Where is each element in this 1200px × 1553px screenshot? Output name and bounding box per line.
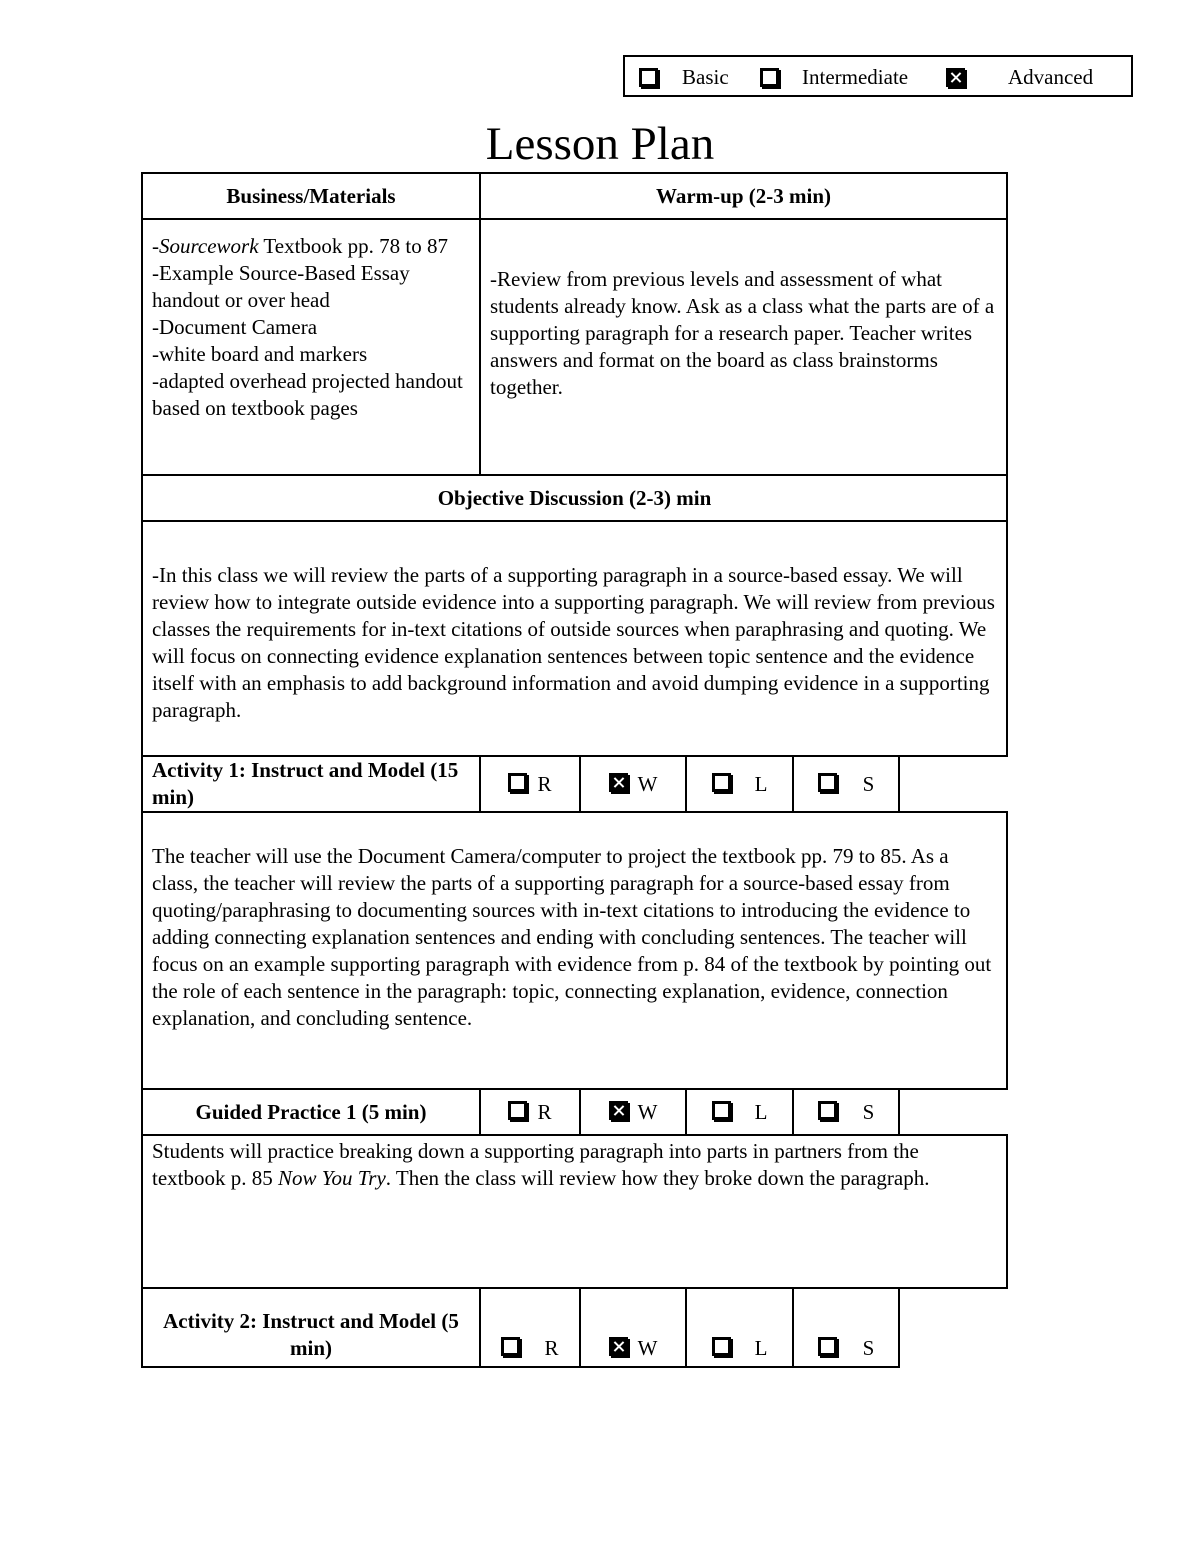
checkbox-icon[interactable] — [712, 773, 731, 792]
level-intermediate[interactable] — [760, 65, 908, 90]
checkbox-icon[interactable] — [818, 1101, 837, 1120]
checked-checkbox-icon[interactable] — [609, 773, 628, 792]
skill-speaking[interactable]: S — [793, 1288, 899, 1367]
skill-writing[interactable]: W — [580, 1089, 686, 1135]
material-item: -adapted overhead projected handout based on textbook pages — [152, 369, 463, 420]
level-label: Basic — [682, 65, 729, 89]
lesson-plan-table — [141, 172, 1008, 1368]
level-selector — [623, 55, 1133, 97]
material-item: -Sourcework Textbook pp. 78 to 87 — [152, 234, 449, 258]
activity1-text: The teacher will use the Document Camera/computer to project the textbook pp. 79 to 85. As a class, the teacher will review the parts of a supporting paragraph for a source-based essay from quoting/paraphrasing to documenting sources with in-text citations to introducing the evidence to adding connecting explanation sentences and ending with concluding sentences. The teacher will focus on an example supporting paragraph with evidence from p. 84 of the textbook by pointing out the role of each sentence in the paragraph: topic, connecting explanation, evidence, connection explanation, and concluding sentence. — [142, 812, 1007, 1089]
skill-listening[interactable]: L — [686, 1288, 793, 1367]
guided1-heading: Guided Practice 1 (5 min) — [142, 1089, 480, 1135]
material-item: -Document Camera — [152, 315, 318, 339]
checked-checkbox-icon[interactable] — [609, 1101, 628, 1120]
checkbox-icon[interactable] — [760, 68, 779, 87]
activity2-heading: Activity 2: Instruct and Model (5 min) — [142, 1288, 480, 1367]
checkbox-icon[interactable] — [818, 773, 837, 792]
skill-reading[interactable]: R — [480, 1288, 580, 1367]
activity1-heading: Activity 1: Instruct and Model (15 min) — [142, 756, 480, 812]
objective-text: -In this class we will review the parts of a supporting paragraph in a source-based essay. We will review how to integrate outside evidence into a supporting paragraph. We will review from previous classes the requirements for in-text citations of outside sources when paraphrasing and quoting. We will focus on connecting evidence explanation sentences between topic sentence and the evidence itself with an emphasis to add background information and avoid dumping evidence in a supporting paragraph. — [142, 521, 1007, 756]
warmup-text: -Review from previous levels and assessment of what students already know. Ask as a class what the parts are of a supporting paragraph for a research paper. Teacher writes answers and format on the board as class brainstorms together. — [480, 219, 1007, 475]
checkbox-icon[interactable] — [818, 1337, 837, 1356]
business-heading: Business/Materials — [142, 173, 480, 219]
skill-reading[interactable]: R — [480, 1089, 580, 1135]
checkbox-icon[interactable] — [501, 1337, 520, 1356]
checkbox-icon[interactable] — [712, 1337, 731, 1356]
skill-writing[interactable]: W — [580, 756, 686, 812]
level-label: Advanced — [1008, 65, 1094, 89]
checkbox-icon[interactable] — [639, 68, 658, 87]
level-advanced[interactable] — [946, 65, 1093, 90]
guided1-text: Students will practice breaking down a supporting paragraph into parts in partners from the textbook p. 85 Now You Try. Then the class will review how they broke down the paragraph. — [142, 1135, 1007, 1288]
skill-speaking[interactable]: S — [793, 756, 899, 812]
skill-speaking[interactable]: S — [793, 1089, 899, 1135]
material-item: -Example Source-Based Essay handout or over head — [152, 261, 410, 312]
level-basic[interactable] — [639, 65, 729, 90]
checkbox-icon[interactable] — [712, 1101, 731, 1120]
level-label: Intermediate — [802, 65, 909, 89]
skill-writing[interactable]: W — [580, 1288, 686, 1367]
checked-checkbox-icon[interactable] — [609, 1337, 628, 1356]
page-title: Lesson Plan — [485, 118, 715, 170]
warmup-heading: Warm-up (2-3 min) — [480, 173, 1007, 219]
skill-listening[interactable]: L — [686, 1089, 793, 1135]
objective-heading: Objective Discussion (2-3) min — [142, 475, 1007, 521]
skill-listening[interactable]: L — [686, 756, 793, 812]
material-item: -white board and markers — [152, 342, 368, 366]
materials-list — [142, 219, 480, 475]
checked-checkbox-icon[interactable] — [946, 68, 965, 87]
checkbox-icon[interactable] — [508, 1101, 527, 1120]
skill-reading[interactable]: R — [480, 756, 580, 812]
checkbox-icon[interactable] — [508, 773, 527, 792]
